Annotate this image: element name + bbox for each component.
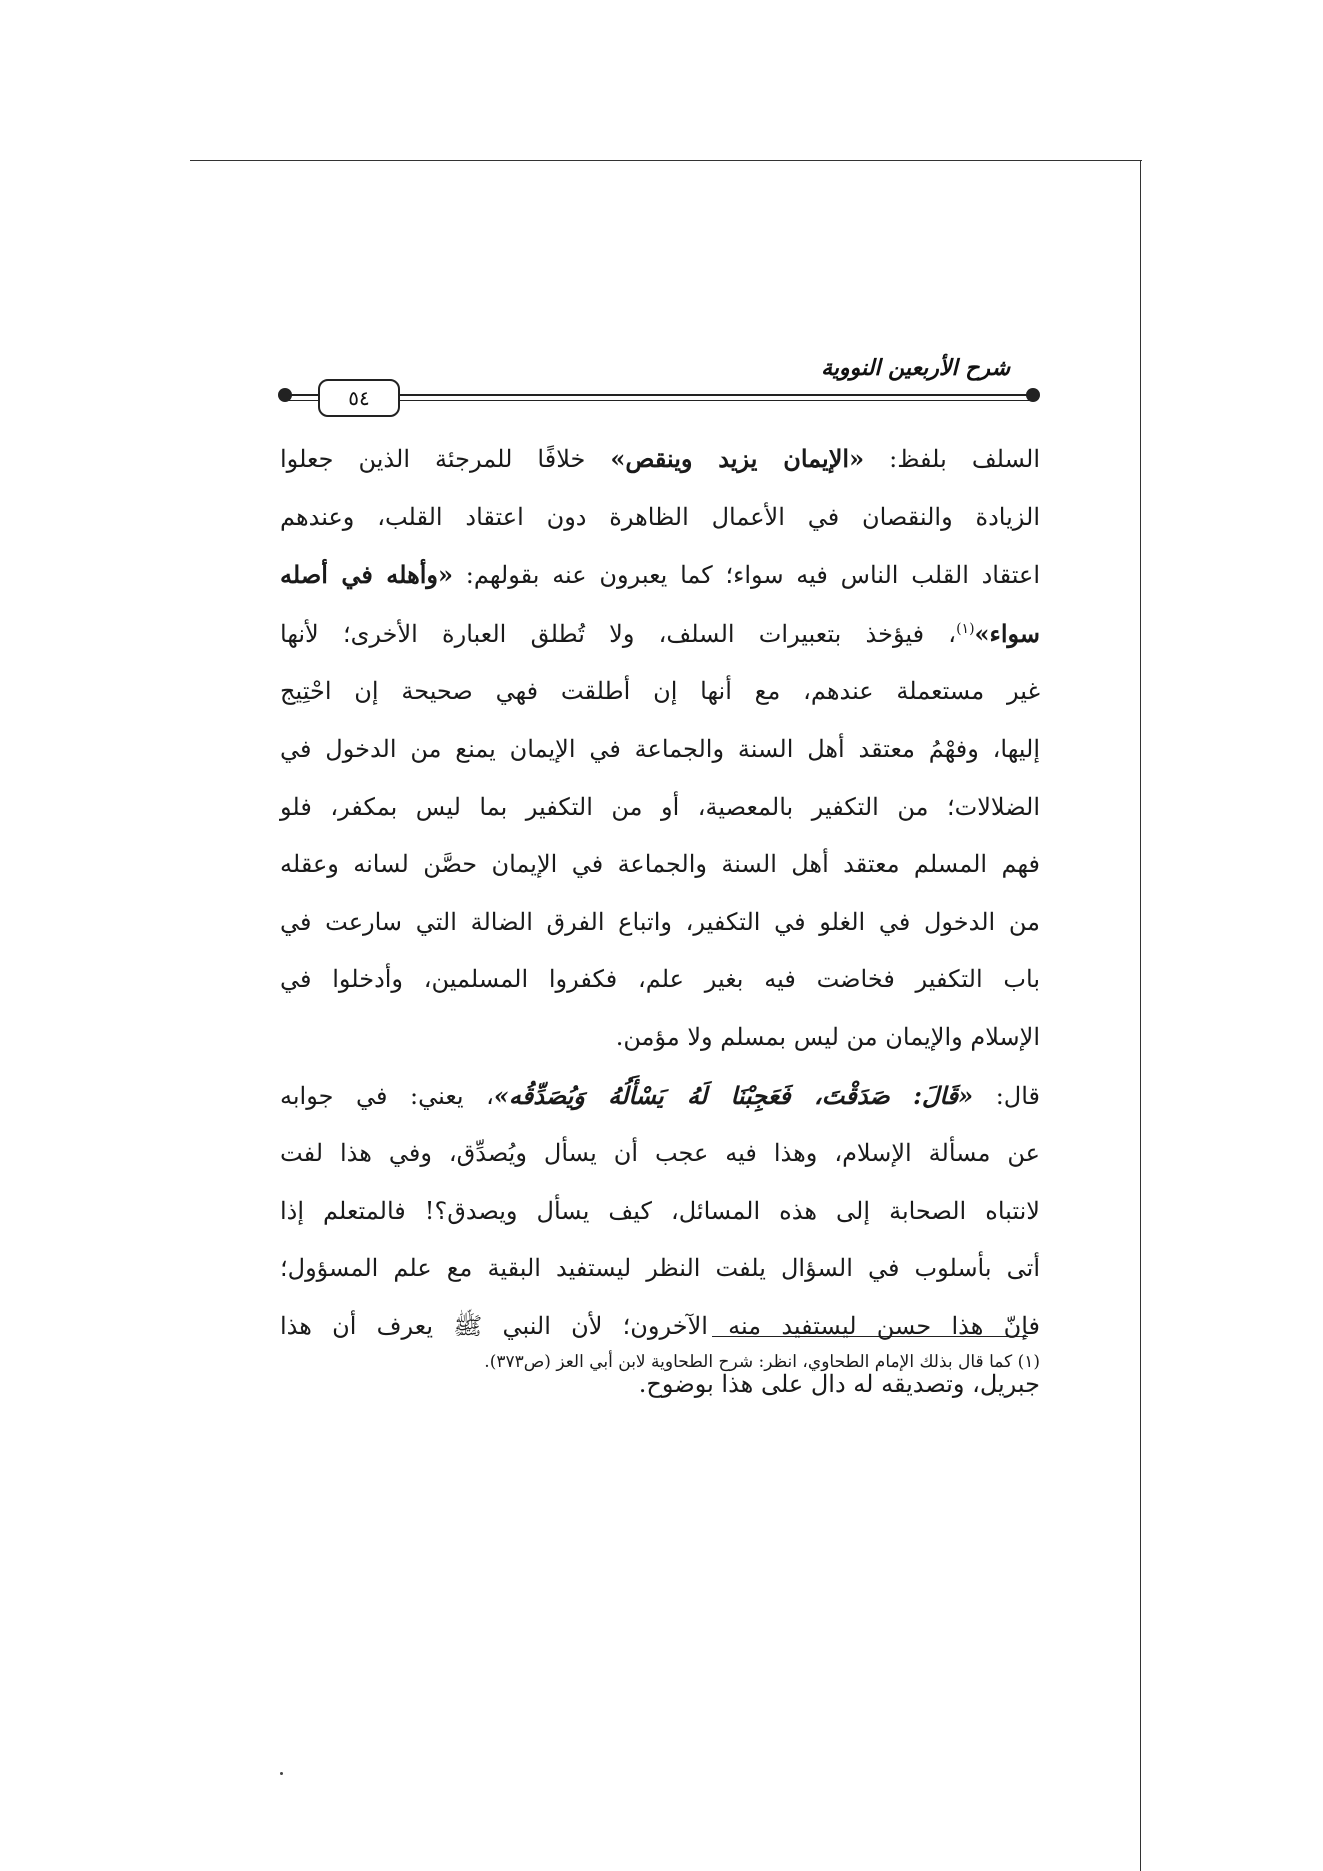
text-line [280, 1009, 1040, 1067]
text-line [280, 1240, 1040, 1298]
text-segment: قال: [973, 1081, 1040, 1110]
text-segment: من الدخول في الغلو في التكفير، واتباع الفرق الضالة التي سارعت في [280, 907, 1040, 936]
text-segment: أتى بأسلوب في السؤال يلفت النظر ليستفيد البقية مع علم المسؤول؛ [280, 1254, 1040, 1283]
text-segment: السلف بلفظ: [864, 445, 1040, 473]
text-segment: فإنّ هذا حسن ليستفيد منه الآخرون؛ لأن النبي ﷺ يعرف أن هذا [280, 1311, 1040, 1340]
text-segment: إليها، وفهْمُ معتقد أهل السنة والجماعة في الإيمان يمنع من الدخول في [280, 734, 1040, 763]
page-number: ٥٤ [318, 379, 400, 417]
crop-mark-top [190, 160, 1142, 161]
quoted-phrase: سواء» [974, 618, 1040, 648]
header-ornament-right [1026, 388, 1040, 402]
header-ornament-left [278, 388, 292, 402]
text-line [280, 489, 1040, 547]
text-line [280, 1067, 1040, 1126]
text-segment: غير مستعملة عندهم، مع أنها إن أطلقت فهي صحيحة إن احْتِيج [280, 677, 1040, 706]
text-segment: باب التكفير فخاضت فيه بغير علم، فكفروا المسلمين، وأدخلوا في [280, 965, 1040, 994]
quoted-phrase: «الإيمان يزيد وينقص» [610, 444, 865, 473]
text-segment: الزيادة والنقصان في الأعمال الظاهرة دون اعتقاد القلب، وعندهم [280, 502, 1040, 531]
text-segment: ، فيؤخذ بتعبيرات السلف، ولا تُطلق العبارة الأخرى؛ لأنها [280, 619, 957, 648]
text-line [280, 1183, 1040, 1241]
text-line [280, 1125, 1040, 1183]
text-segment: لانتباه الصحابة إلى هذه المسائل، كيف يسأل ويصدق؟! فالمتعلم إذا [280, 1196, 1040, 1225]
text-line [280, 779, 1040, 837]
text-segment: الإسلام والإيمان من ليس بمسلم ولا مؤمن. [615, 1022, 1040, 1051]
quoted-phrase: «وأهله في أصله [280, 560, 454, 590]
text-segment: اعتقاد القلب الناس فيه سواء؛ كما يعبرون عنه بقولهم: [453, 561, 1040, 590]
crop-mark-right [1140, 160, 1141, 1871]
running-header [278, 355, 1040, 415]
text-segment: فهم المسلم معتقد أهل السنة والجماعة في الإيمان حصَّن لسانه وعقله [280, 850, 1040, 879]
text-line [280, 663, 1040, 721]
text-line [280, 894, 1040, 952]
text-line [280, 721, 1040, 779]
footnote-separator [712, 1336, 1028, 1337]
text-line [280, 836, 1040, 894]
text-segment: خلافًا للمرجئة الذين جعلوا [280, 445, 611, 473]
footnote-marker: (١) [956, 620, 975, 637]
text-line [280, 1298, 1040, 1356]
text-segment: عن مسألة الإسلام، وهذا فيه عجب أن يسأل ويُصدِّق، وفي هذا لفت [280, 1139, 1040, 1168]
book-title: شرح الأربعين النووية [821, 355, 1010, 381]
text-line [280, 951, 1040, 1009]
stray-mark [280, 1772, 283, 1775]
text-segment: جبريل، وتصديقه له دال على هذا بوضوح. [638, 1369, 1040, 1398]
main-text [280, 430, 1040, 1413]
text-line [280, 546, 1040, 605]
text-segment: ، يعني: في جوابه [280, 1081, 494, 1110]
text-line [280, 605, 1040, 664]
text-line [280, 430, 1040, 489]
hadith-quote: «قَالَ: صَدَقْتَ، فَعَجِبْنَا لَهُ يَسْأَلُهُ وَيُصَدِّقُه» [493, 1080, 974, 1110]
footnote: (١) كما قال بذلك الإمام الطحاوي، انظر: شرح الطحاوية لابن أبي العز (ص٣٧٣). [484, 1352, 1040, 1372]
text-segment: الضلالات؛ من التكفير بالمعصية، أو من التكفير بما ليس بمكفر، فلو [280, 792, 1040, 821]
